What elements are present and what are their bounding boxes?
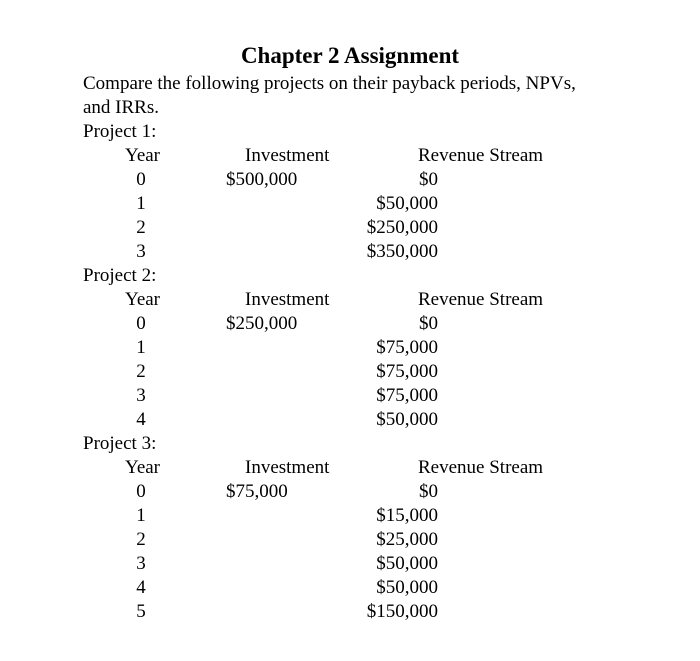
header-row [83,144,683,168]
table-row [83,312,683,336]
table-row [83,192,683,216]
investment-cell: $500,000 [226,169,298,190]
table-row [83,552,683,576]
table-row [83,576,683,600]
table-row [83,168,683,192]
investment-cell: $250,000 [226,313,298,334]
revenue-cell: $50,000 [376,193,438,214]
revenue-cell: $50,000 [376,577,438,598]
revenue-cell: $25,000 [376,529,438,550]
revenue-cell: $75,000 [376,385,438,406]
table-row [83,600,683,624]
year-cell: 1 [136,505,146,526]
intro-line-2: and IRRs. [83,97,159,118]
year-cell: 1 [136,193,146,214]
revenue-cell: $50,000 [376,553,438,574]
header-row [83,288,683,312]
project-1 [83,120,683,264]
year-header: Year [125,457,161,478]
revenue-cell: $250,000 [366,217,438,238]
table-row [83,360,683,384]
table-row [83,336,683,360]
investment-header: Investment [245,457,330,478]
revenue-cell: $150,000 [366,601,438,622]
page-title: Chapter 2 Assignment [240,43,460,68]
investment-cell: $75,000 [226,481,288,502]
project-3 [83,432,683,624]
year-cell: 0 [136,481,146,502]
table-row [83,216,683,240]
revenue-header: Revenue Stream [418,457,544,478]
revenue-cell: $0 [419,313,438,334]
table-row [83,384,683,408]
year-header: Year [125,289,161,310]
table-row [83,504,683,528]
revenue-cell: $75,000 [376,337,438,358]
revenue-cell: $0 [419,169,438,190]
year-cell: 0 [136,313,146,334]
project-label: Project 1: [83,121,157,142]
year-cell: 0 [136,169,146,190]
investment-header: Investment [245,145,330,166]
year-cell: 3 [136,385,146,406]
table-row [83,528,683,552]
revenue-cell: $350,000 [366,241,438,262]
year-header: Year [125,145,161,166]
revenue-cell: $15,000 [376,505,438,526]
year-cell: 1 [136,337,146,358]
table-row [83,480,683,504]
revenue-header: Revenue Stream [418,289,544,310]
year-cell: 2 [136,529,146,550]
year-cell: 3 [136,241,146,262]
year-cell: 5 [136,601,146,622]
intro-line-1: Compare the following projects on their payback periods, NPVs, [83,73,576,94]
intro-text [83,72,643,120]
revenue-cell: $50,000 [376,409,438,430]
year-cell: 3 [136,553,146,574]
project-label: Project 2: [83,265,157,286]
header-row [83,456,683,480]
project-2 [83,264,683,432]
revenue-header: Revenue Stream [418,145,544,166]
table-row [83,408,683,432]
investment-header: Investment [245,289,330,310]
table-row [83,240,683,264]
year-cell: 2 [136,217,146,238]
revenue-cell: $0 [419,481,438,502]
year-cell: 4 [136,409,146,430]
revenue-cell: $75,000 [376,361,438,382]
year-cell: 2 [136,361,146,382]
project-label: Project 3: [83,433,157,454]
year-cell: 4 [136,577,146,598]
